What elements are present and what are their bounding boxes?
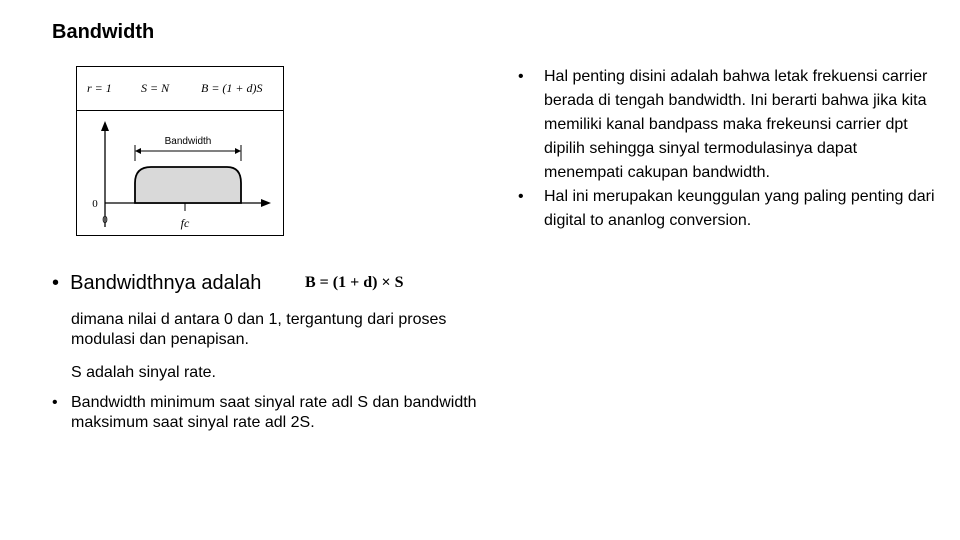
note-line-2: S adalah sinyal rate. [71,364,216,381]
bullet-dot: • [518,68,524,85]
bullet-dot: • [518,188,524,205]
bandwidth-label: Bandwidth [164,136,212,147]
right-bullet-text: Hal penting disini adalah bahwa letak frekuensi carrier berada di tengah bandwidth. Ini berarti bahwa jika kita memiliki kanal bandpass maka frekeunsi carrier dpt dipilih sehingga sinyal termodulasinya dapat menempati cakupan bandwidth. [544,68,928,181]
small-bullet [52,393,492,433]
bandwidth-formula: B = (1 + d) × S [305,274,404,291]
bullet-dot: • [52,272,71,294]
right-bullet-text: Hal ini merupakan keunggulan yang paling penting dari digital to ananlog conversion. [544,188,935,229]
right-bullet-item [518,185,938,233]
small-bullet-text: Bandwidth minimum saat sinyal rate adl S dan bandwidth maksimum saat sinyal rate adl 2S. [71,394,477,431]
slide-title: Bandwidth [52,21,155,43]
y-zero-label: 0 [92,198,98,210]
figure-header [77,67,283,111]
bandwidth-figure [76,66,284,236]
main-bullet-text: Bandwidthnya adalah [70,272,262,294]
bullet-dot: • [52,394,58,411]
figure-r-equation: r = 1 [87,81,112,95]
x-zero-label: 0 [102,214,108,226]
note-line-1: dimana nilai d antara 0 dan 1, tergantung dari proses modulasi dan penapisan. [71,311,447,348]
right-bullet-list [518,65,938,233]
main-bullet [52,272,261,295]
figure-b-equation: B = (1 + d)S [201,81,263,95]
right-bullet-item [518,65,938,185]
carrier-frequency-label: fc [180,216,190,230]
figure-s-equation: S = N [141,81,170,95]
spectrum-plot [77,111,283,235]
